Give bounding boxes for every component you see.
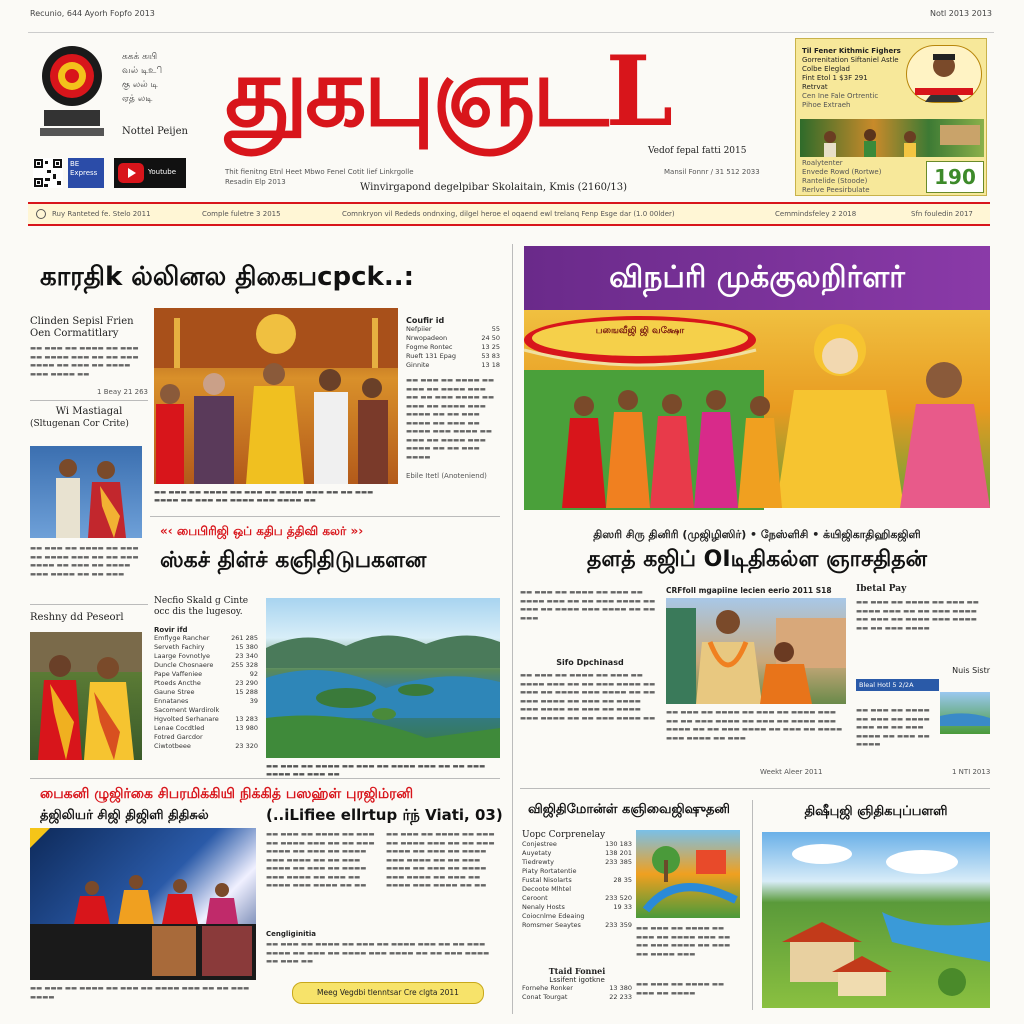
newspaper-emblem (38, 44, 106, 140)
top-issue: Notl 2013 2013 (929, 9, 992, 18)
bottom-mid-list[interactable]: Uopc Corprenelay Conjestree 130 183 Auyetaty 138 201 Tiedrewty 233 385 Piaty Rortatentie Fustal Nisolarts 28 35 Decoote Mlhtel Ceroont 233 520 Nenaly Hosts 19 33 Coiocnlme Edeaing Romsmer Seaytes 233 359 (522, 830, 632, 929)
s3-headline[interactable]: த்ஜிலியர் சிஜி திஜிளி திதிசுல் (40, 808, 209, 823)
bottom-right-headline[interactable]: திஷீபுஜி ஞிதிகபுப்பளளி (804, 804, 948, 819)
s3-stage-photo (30, 828, 256, 980)
s1-side-story[interactable]: Clinden Sepisl Frien Oen Cormatitlary ▬▬ ▬▬▬ ▬▬ ▬▬▬▬ ▬▬ ▬▬▬ ▬▬ ▬▬▬▬ ▬▬▬ ▬▬ ▬▬ ▬▬▬ ▬▬▬▬ ▬▬ ▬▬▬ ▬▬ ▬▬▬▬ ▬▬▬ ▬▬▬▬ ▬▬ 1 Beay 21 263 (30, 316, 148, 396)
location-icon (36, 209, 46, 219)
bottom-right-landscape-photo (762, 832, 990, 1008)
feature-portrait-photo (666, 598, 846, 704)
feature-headline[interactable]: தளத் கஜிப் OIடிதிகல்ள ஞாசதிதன் (587, 547, 927, 572)
s2-kicker: «‹ பைபிரிஜி ஒப் கதிப த்திவி கலர் »› (160, 524, 364, 538)
s2-mid-column[interactable]: Necfio Skald g Cinte occ dis the lugesoy. Rovir ifd Emflyge Rancher 261 285 Serveth Fachiry 15 380 Laarge Fovnotlye 23 340 Duncle Chosnaere 255 328 Pape Vaffeniee 92 Ptoeds Ancthe 23 290 Gaune Stree 15 288 Ennatanes 39 Sacoment Wardirolk Hgvolted Serhanare 13 283 Lenae Cocdtled 13 980 Fotred Garcdor Ciwtotbeee 23 320 (154, 596, 258, 750)
bottom-mid-headline[interactable]: விஜிதிமோன்ள் கஞிவைஜிஷுதனி (528, 802, 730, 817)
feature-foot: Weekt Aleer 2011 (760, 768, 823, 776)
top-dateline: Recunio, 644 Ayorh Fopfo 2013 (30, 9, 155, 18)
masthead-subline: Thit fienitng Etnl Heet Mbwo Fenel Cotit lief Linkrgolle (225, 168, 414, 176)
feature-festival-photo (524, 310, 990, 508)
qr-code[interactable] (33, 158, 63, 188)
feature-col-left[interactable]: ▬▬ ▬▬▬ ▬▬ ▬▬▬▬ ▬▬ ▬▬▬ ▬▬ ▬▬▬▬ ▬▬▬ ▬▬ ▬▬ ▬▬▬ ▬▬▬▬ ▬▬ ▬▬▬ ▬▬ ▬▬▬▬ ▬▬▬ ▬▬▬▬ ▬▬ ▬▬ ▬▬▬ Sifo Dpchinasd ▬▬ ▬▬▬ ▬▬ ▬▬▬▬ ▬▬ ▬▬▬ ▬▬ ▬▬▬▬ ▬▬▬ ▬▬ ▬▬ ▬▬▬ ▬▬▬▬ ▬▬ ▬▬▬ ▬▬ ▬▬▬▬ ▬▬▬ ▬▬▬▬ ▬▬ ▬▬ ▬▬▬ ▬▬▬▬ ▬▬ ▬▬▬ ▬▬ ▬▬▬▬ ▬▬▬ ▬▬▬▬ ▬▬ ▬▬▬ ▬▬ ▬▬▬▬ ▬▬▬ ▬▬▬▬ ▬▬ ▬▬ ▬▬▬ ▬▬▬▬ ▬▬ (520, 588, 656, 722)
s2-headline[interactable]: ஸ்கச் திள்ச் கஞிதிடுபகளன (160, 548, 427, 573)
feature-small-photo (940, 692, 990, 734)
ad-portrait (906, 45, 982, 103)
s3-box-title: Cengliginitia (266, 930, 316, 938)
s3-footer-pill[interactable]: Meeg Vegdbi tlenntsar Cre clgta 2011 (292, 982, 484, 1004)
ad-price: 190 (926, 161, 984, 193)
edition-line: Winvirgapond degelpibar Skolaitain, Kmis (2160/13) (360, 182, 628, 193)
feature-banner[interactable]: விநப்ரி முக்குலறிர்ளர் (524, 246, 990, 310)
s2-side-photo (30, 632, 142, 760)
s3-kicker: பைகனி ழுஜிர்கை சிபரமிக்கியி நிக்கித் பஸஹ்ள் புரஜிம்ரனி (40, 786, 414, 802)
emblem-text: ககக் கயி வல் டிஉி கு லல் டி ஏத் லடி (122, 52, 163, 104)
s1-mini-story[interactable]: Wi Mastiagal (Sltugenan Cor Crite) (30, 406, 129, 429)
masthead-date: Mansil Fonnr / 31 512 2033 (664, 168, 760, 176)
ad-photo (800, 119, 984, 157)
feature-foot-right: 1 NTI 2013 (952, 768, 991, 776)
youtube-badge[interactable]: Youtube (114, 158, 186, 188)
masthead-title: துகபுஞடL (225, 35, 671, 148)
bottom-mid-photo (636, 830, 740, 918)
date-bar: Ruy Ranteted fe. Stelo 2011 Comple fuletre 3 2015 Comnkryon vil Rededs ondnxing, dilgel heroe el oqaend ewl trelanq Fenp Esge dar (1.0 00lder) Cemmindsfeley 2 2018 Sfn fouledin 2017 (28, 202, 990, 226)
feature-col-right[interactable]: Ibetal Pay ▬▬ ▬▬▬ ▬▬ ▬▬▬▬ ▬▬ ▬▬▬ ▬▬ ▬▬▬▬ ▬▬▬ ▬▬ ▬▬ ▬▬▬ ▬▬▬▬ ▬▬ ▬▬▬ ▬▬ ▬▬▬▬ ▬▬▬ ▬▬▬▬ ▬▬ ▬▬ ▬▬▬ ▬▬▬▬ Nuis Sistr Bleal Hotl 5 2/2A (856, 584, 990, 689)
s2-lake-photo (266, 598, 500, 758)
masthead-subline-2: Resadin Elp 2013 (225, 178, 286, 186)
play-icon (118, 163, 144, 183)
s1-main-photo (154, 308, 398, 484)
masthead-tagline: Vedof fepal fatti 2015 (648, 146, 747, 156)
s3-headline-2[interactable]: (..iLifiee ellrtup ர்ந் Viati, 03) (266, 806, 503, 824)
s1-right-column[interactable]: Coufir id Nefpiier 55 Nrwopadeon 24 50 Fogme Rontec 13 25 Rueft 131 Epag 53 83 Ginnite 13 18 ▬▬ ▬▬▬ ▬▬ ▬▬▬▬ ▬▬ ▬▬▬ ▬▬ ▬▬▬▬ ▬▬▬ ▬▬ ▬▬ ▬▬▬ ▬▬▬▬ ▬▬ ▬▬▬ ▬▬ ▬▬▬▬ ▬▬▬ ▬▬▬▬ ▬▬ ▬▬ ▬▬▬ ▬▬▬▬ ▬▬ ▬▬▬ ▬▬ ▬▬▬▬ ▬▬▬ ▬▬▬▬ ▬▬ ▬▬▬ ▬▬ ▬▬▬▬ ▬▬▬ ▬▬▬▬ ▬▬ ▬▬ ▬▬▬ ▬▬▬▬ Ebile Itetl (Anoteniend) (406, 316, 500, 480)
s2-box-title: Reshny dd Peseorl (30, 612, 124, 623)
bottom-mid-foot[interactable]: Ttaid Fonnei Lssifent igotkne Fornehe Ronker 13 380 Conat Tourgat 22 233 (522, 966, 632, 1001)
s1-mini-photo (30, 446, 142, 538)
s1-headline[interactable]: காரதிk ல்லினல திகைபcpck..: (40, 262, 414, 292)
feature-box-title: CRFfoll mgapiine lecien eerio 2011 S18 (666, 586, 832, 595)
feature-kicker: திஸரி சிரு தினிரி (முஜிழிஸிர்) • நேஸ்ளிசி • க்யிஜிகாதிஹிகஜிளி (593, 528, 921, 541)
express-badge[interactable]: BE Express (68, 158, 104, 188)
ad-box[interactable]: Til Fener Kithmic Fighers Gorrenitation Siftaniel Astle Colbe Eleglad Fint Etol 1 $3F 291 Retrvat Cen Ine Fale Ortrentic Pihoe Extraeh Roalytenter Envede Rowd (Rortwe) Rantelide (Stoode) Rerlve Peesirbulate 190 (795, 38, 987, 196)
feature-canopy-text: பஙைவீஜி ஜி வக்ஷோ (595, 326, 685, 336)
emblem-label: Nottel Peijen (122, 126, 188, 137)
